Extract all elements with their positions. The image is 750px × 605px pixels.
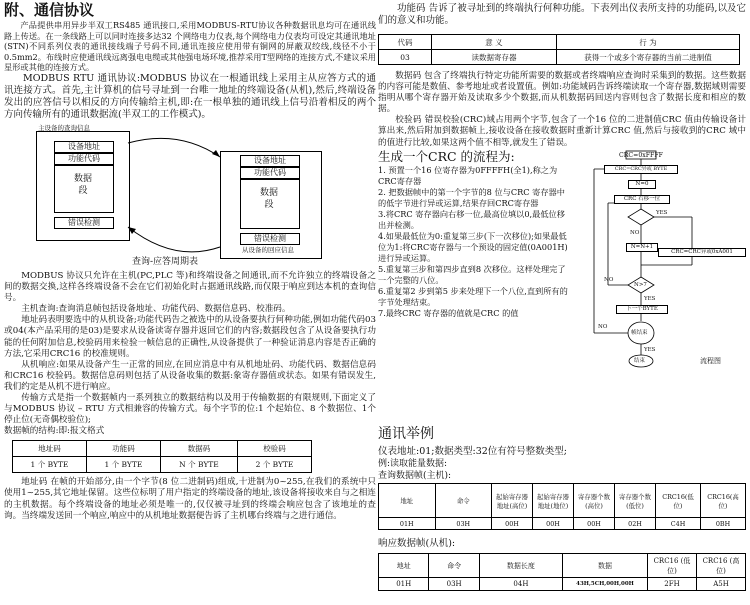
data-code-paragraph: 数据码 包含了终端执行特定功能所需要的数据或者终端响应查询时采集到的数据。这些数据的内容可能是数值、参考地址或者设置值。例如:功能域码告诉终端读取一个寄存器,数据域则需要指明从哪个寄存器开始及读取多少个数据,而从机数据码回送内容则包含了数据长度和相应的数据。 bbox=[378, 71, 746, 115]
table-cell: 02H bbox=[615, 518, 656, 530]
field-data-segment: 数据段 bbox=[73, 173, 92, 196]
left-column bbox=[4, 0, 376, 522]
field-function-code: 功能代码 bbox=[54, 153, 114, 165]
table-header: 数据 bbox=[563, 554, 648, 578]
table-header: 寄存器个数(低位) bbox=[615, 484, 656, 518]
table-cell: 03H bbox=[435, 518, 492, 530]
table-header: 代码 bbox=[379, 35, 432, 50]
table-header: 意 义 bbox=[432, 35, 557, 50]
table-header: CRC16 (低位) bbox=[648, 554, 697, 578]
table-header: 命令 bbox=[429, 554, 479, 578]
example-line: 例:读取能量数据: bbox=[378, 459, 448, 469]
table-header: 寄存器个数(高位) bbox=[574, 484, 615, 518]
table-header: 行 为 bbox=[557, 35, 740, 50]
example-section bbox=[378, 425, 746, 591]
crc-step: 5.重复第三步和第四步直到8 次移位。这样处理完了一个完整的八位。 bbox=[378, 263, 566, 285]
table-header: CRC16(低位) bbox=[656, 484, 701, 518]
field-error-check: 错误检测 bbox=[54, 217, 114, 229]
section-title: 附、通信协议 bbox=[4, 1, 95, 19]
table-cell: 2FH bbox=[648, 578, 697, 591]
crc-step: 2. 把数据帧中的第一个字节的8 位与CRC 寄存器中的低字节进行异或运算,结果存回CRC寄存器 bbox=[378, 186, 565, 208]
flow-decision-end: 帧结束 bbox=[631, 329, 648, 336]
table-header: CRC16(高位) bbox=[701, 484, 746, 518]
body-paragraph: 从机响应:如果从设备产生一正常的回应,在回应消息中有从机地址码、功能代码、数据信息码和CRC16 校验码。数据信息码则包括了从设备收集的数据:象寄存器值或状态。如果有错误发生,我们约定是从机不进行响应。 bbox=[4, 359, 376, 392]
query-frame-table bbox=[378, 483, 746, 530]
table-cell: 03 bbox=[379, 50, 432, 65]
address-code-paragraph: 地址码 在帧的开始部分,由一个字节(8 位二进制码)组成,十进制为0~255,在我们的系统中只使用1~255,其它地址保留。这些位标明了用户指定的终端设备的地址,该设备将接收来自与之相连的主机数据。每个终端设备的地址必须是唯一的,仅仅被寻址到的终端会响应包含了该地址的查询。当终端发送回一个响应,响应中的从机地址数据便告诉了主机哪台终端与之进行通信。 bbox=[4, 477, 376, 521]
crc-flowchart bbox=[574, 149, 746, 411]
flow-no-label: NO bbox=[598, 323, 608, 330]
table-header: 起始寄存器地址(高位) bbox=[492, 484, 533, 518]
table-header: 命令 bbox=[435, 484, 492, 518]
table-cell: A5H bbox=[697, 578, 746, 591]
modbus-paragraph: MODBUS RTU 通讯协议:MODBUS 协议在一根通讯线上采用主从应答方式的通讯连接方式。首先,主计算机的信号寻址到一台唯一地址的终端设备(从机),然后,终端设备发出的应答信号以相反的方向传输给主机,即:在一根单独的通讯线上信号沿着相反的两个方向传输所有的通讯数据流(半双工的工作模式)。 bbox=[4, 72, 376, 120]
flow-no-label: NO bbox=[604, 276, 614, 283]
response-title: 响应数据帧(从机): bbox=[378, 538, 456, 549]
field-data-segment: 数据段 bbox=[259, 187, 278, 210]
crc-step: 3.将CRC 寄存器向右移一位,最高位填以0,最低位移出并检测。 bbox=[378, 208, 565, 230]
flow-box-xor-byte: CRC=CRC异或 BYTE bbox=[604, 165, 678, 174]
body-paragraph: MODBUS 协议只允许在主机(PC,PLC 等)和终端设备之间通讯,而不允许独立的终端设备之间的数据交换,这样各终端设备不会在它们初始化时占据通讯线路,而仅限于响应到达本机的查询信号。 bbox=[4, 270, 376, 304]
flow-box-next-byte: 下一个BYTE bbox=[616, 305, 668, 314]
crc-section bbox=[378, 149, 746, 411]
flowchart-caption: 流程图 bbox=[700, 356, 721, 365]
flow-yes-label: YES bbox=[644, 346, 656, 353]
crc-heading: 生成一个CRC 的流程为: bbox=[378, 148, 515, 164]
response-frame-table bbox=[378, 553, 746, 591]
table-cell: 01H bbox=[379, 578, 429, 591]
master-query-label: 主设备的查询信息 bbox=[38, 123, 90, 132]
field-error-check: 错误检测 bbox=[240, 233, 300, 245]
slave-response-label: 从设备的回应信息 bbox=[242, 245, 294, 254]
intro-paragraph: 产品提供串用异步半双工RS485 通讯接口,采用MODBUS-RTU协议各种数据讯息均可在通讯线路上传送。在一条线路上可以同时连接多达32 个网络电力仪表,每个网络电力仪表均可设定其通讯地址(STN)不同系列仪表的通讯接线端子号码不同,通讯连接应使用带有铜网的屏蔽双绞线,线径不小于0.5mm2。布线时应使通讯线远离强电电缆或其他强电场环境,推荐采用T型网络的连接方式,不建议采用星形或其他的连接方式。 bbox=[4, 20, 376, 73]
flow-box-init: CRC=0xFFFF bbox=[619, 151, 663, 159]
example-title: 通讯举例 bbox=[378, 426, 434, 442]
table-cell: 0BH bbox=[701, 518, 746, 530]
crc-steps bbox=[378, 149, 568, 319]
body-paragraph: 地址码表明要选中的从机设备;功能代码告之被选中的从设备要执行何种功能,例如功能代码03或04(本产品采用的是03)是要求从设备读寄存器并返回它们的内容;数据段包含了从设备要执行功能的任何附加信息,校验码用来检验一帧信息的正确性,从设备提供了一种验证消息内容是否正确的方法,它采用CRC16 的校准规则。 bbox=[4, 315, 376, 359]
flow-no-label: NO bbox=[630, 229, 640, 236]
query-response-figure bbox=[4, 123, 376, 269]
table-header: 功能码 bbox=[86, 441, 160, 457]
flow-box-xor-poly: CRC=CRC异或0xA001 bbox=[658, 248, 746, 257]
field-device-address: 设备地址 bbox=[54, 141, 114, 153]
body-paragraph: 传输方式是指一个数据帧内一系列独立的数据结构以及用于传输数据的有限规则,下面定义了与MODBUS 协议 – RTU 方式相兼容的传输方式。每个字节的位:1 个起始位、8 个数据位、1个停止位(无奇偶校验位); bbox=[4, 393, 376, 426]
flowchart-lines bbox=[574, 149, 746, 411]
field-function-code: 功能代码 bbox=[240, 167, 300, 179]
table-cell: 03H bbox=[429, 578, 479, 591]
table-cell: 1 个 BYTE bbox=[13, 457, 87, 473]
frame-format-table bbox=[12, 440, 312, 473]
flow-yes-label: YES bbox=[644, 295, 656, 302]
example-line: 仪表地址:01;数据类型:32位有符号整数类型; bbox=[378, 446, 567, 457]
right-column bbox=[378, 0, 746, 588]
table-header: 起始寄存器地址(地位) bbox=[533, 484, 574, 518]
table-cell: N 个 BYTE bbox=[160, 457, 237, 473]
table-header: 数据码 bbox=[160, 441, 237, 457]
table-cell: 00H bbox=[492, 518, 533, 530]
table-header: 地址 bbox=[379, 554, 429, 578]
table-cell: 2 个 BYTE bbox=[237, 457, 311, 473]
table-cell: 1 个 BYTE bbox=[86, 457, 160, 473]
flow-arrows bbox=[4, 123, 376, 269]
figure-caption: 查询-应答周期表 bbox=[132, 256, 199, 267]
table-cell: 04H bbox=[479, 578, 562, 591]
table-cell: 00H bbox=[533, 518, 574, 530]
function-code-paragraph: 功能码 告诉了被寻址到的终端执行何种功能。下表列出仪表所支持的功能码,以及它们的意义和功能。 bbox=[378, 3, 746, 26]
query-title: 查询数据帧(主机): bbox=[378, 471, 452, 481]
crc-step: 7.最终CRC 寄存器的值就是CRC 的值 bbox=[378, 307, 519, 318]
table-header: 数据长度 bbox=[479, 554, 562, 578]
field-device-address: 设备地址 bbox=[240, 155, 300, 167]
crc-step: 6.重复第2 步到第5 步来处理下一个八位,直到所有的字节处理结束。 bbox=[378, 285, 568, 307]
crc-step: 1. 预置一个16 位寄存器为0FFFFH(全1),称之为CRC寄存器 bbox=[378, 164, 558, 186]
table-cell: 读数据寄存器 bbox=[432, 50, 557, 65]
table-cell: 00H bbox=[574, 518, 615, 530]
frame-structure-label: 数据帧的结构:即:报文格式 bbox=[4, 426, 105, 437]
table-header: 地址 bbox=[379, 484, 436, 518]
table-cell: C4H bbox=[656, 518, 701, 530]
flow-yes-label: YES bbox=[656, 209, 668, 216]
table-header: CRC16 (高位) bbox=[697, 554, 746, 578]
table-header: 校验码 bbox=[237, 441, 311, 457]
table-cell: 获得一个或多个寄存器的当前二进制值 bbox=[557, 50, 740, 65]
flow-box-n-zero: N=0 bbox=[628, 180, 656, 189]
crc-step: 4.如果最低位为0:重复第三步(下一次移位);如果最低位为1:将CRC寄存器与一个预设的固定值(0A001H)进行异或运算。 bbox=[378, 230, 568, 263]
flow-box-shift: CRC 右移一位 bbox=[614, 195, 670, 204]
body-paragraph: 主机查询:查询消息帧包括设备地址、功能代码、数据信息码、校准码。 bbox=[21, 304, 291, 315]
table-cell: 43H,5CH,00H,00H bbox=[563, 578, 648, 591]
function-code-table bbox=[378, 34, 740, 65]
flow-decision-n7: N>7 bbox=[634, 281, 647, 288]
checksum-paragraph: 校验码 错误校验(CRC)域占用两个字节,包含了一个16 位的二进制值CRC 值由传输设备计算出来,然后附加到数据帧上,接收设备在接收数据时重新计算CRC 值,然后与接收到的CRC 域中的值进行比较,如果这两个值不相等,就发生了错误。 bbox=[378, 115, 746, 148]
table-header: 地址码 bbox=[13, 441, 87, 457]
flow-box-increment: N=N+1 bbox=[626, 243, 658, 252]
table-cell: 01H bbox=[379, 518, 436, 530]
flow-end: 结束 bbox=[634, 357, 646, 364]
